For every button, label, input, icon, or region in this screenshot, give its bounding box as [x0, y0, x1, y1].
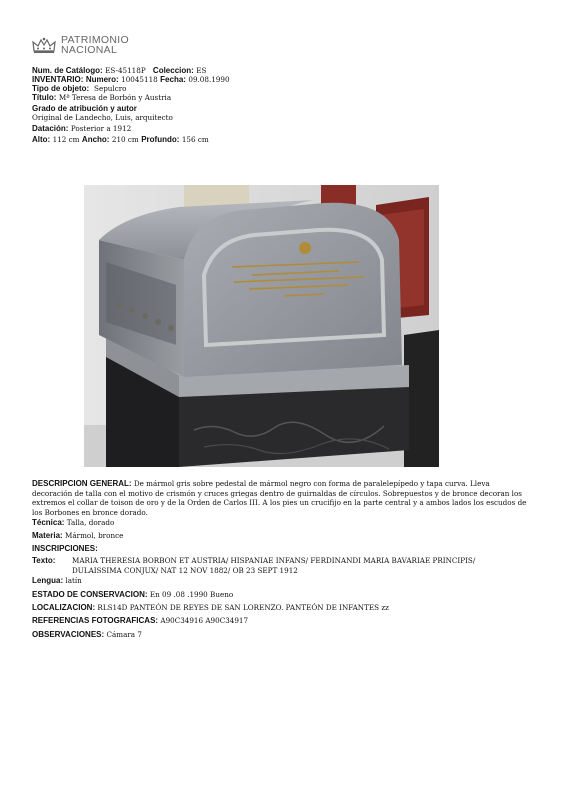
estado-label: ESTADO DE CONSERVACION:: [32, 590, 148, 599]
ancho-value: 210 cm: [111, 135, 139, 144]
titulo-label: Título:: [32, 93, 57, 102]
materia-label: Materia:: [32, 531, 63, 540]
numero-label: Numero:: [85, 75, 119, 84]
descripcion-label: DESCRIPCION GENERAL:: [32, 479, 132, 488]
referencias-row: [32, 616, 532, 626]
alto-value: 112 cm: [52, 135, 80, 144]
crown-icon: [31, 37, 57, 54]
referencias-label: REFERENCIAS FOTOGRAFICAS:: [32, 616, 159, 625]
logo-line-2: NACIONAL: [61, 44, 118, 56]
tecnica-row: [32, 518, 532, 528]
lengua-row: [32, 576, 532, 586]
coleccion-label: Coleccion:: [152, 66, 194, 75]
lengua-value: latín: [65, 576, 82, 585]
materia-value: Mármol, bronce: [64, 531, 124, 540]
coleccion-value: ES: [196, 66, 207, 75]
localizacion-value: RLS14D PANTEÓN DE REYES DE SAN LORENZO. PANTEÓN DE INFANTES zz: [97, 603, 389, 612]
titulo-row: [32, 93, 171, 103]
sarcophagus-photo: [84, 185, 439, 467]
inscripciones-label: INSCRIPCIONES:: [32, 544, 98, 553]
profundo-value: 156 cm: [181, 135, 209, 144]
texto-value: MARIA THERESIA BORBON ET AUSTRIA/ HISPANIAE INFANS/ FERDINANDI MARIA BAVARIAE PRINCIPIS/ DULAISSIMA CONJUX/ NAT 12 NOV 1882/ OB 23 SEPT 1912: [72, 556, 476, 575]
observaciones-label: OBSERVACIONES:: [32, 630, 105, 639]
localizacion-label: LOCALIZACION:: [32, 603, 96, 612]
descripcion-value: De mármol gris sobre pedestal de mármol negro con forma de paralelepípedo y tapa curva. Lleva decoración de talla con el motivo de crismón y cruces griegas dentro de guirnaldas de círculos. Sobrepuestos y de bronce decoran los extremos el collar de toison de oro y de la Orden de Carlos III. A los pies un crucifijo en la parte central y a ambos lados los escudos de los Borbones en bronce dorado.: [32, 479, 527, 517]
descripcion-block: [32, 479, 532, 517]
estado-row: [32, 590, 532, 600]
dimensions-row: [32, 135, 209, 145]
texto-row: [32, 556, 532, 575]
referencias-value: A90C34916 A90C34917: [160, 616, 249, 625]
texto-label: Texto:: [32, 556, 56, 565]
titulo-value: Mª Teresa de Borbón y Austria: [58, 93, 172, 102]
fecha-label: Fecha:: [160, 75, 186, 84]
observaciones-row: [32, 630, 532, 640]
tipo-label: Tipo de objeto:: [32, 84, 90, 93]
observaciones-value: Cámara 7: [106, 630, 142, 639]
logo-line-1: PATRIMONIO: [61, 34, 129, 46]
catalog-value: ES-45118P: [105, 66, 146, 75]
grado-label: Grado de atribución y autor: [32, 104, 137, 113]
fecha-value: 09.08.1990: [188, 75, 230, 84]
tecnica-value: Talla, dorado: [66, 518, 115, 527]
datacion-row: [32, 124, 131, 134]
grado-value: Original de Landecho, Luis, arquitecto: [32, 113, 173, 122]
localizacion-row: [32, 603, 532, 613]
inscripciones-row: [32, 544, 532, 554]
materia-row: [32, 531, 532, 541]
grado-value-row: [32, 113, 173, 123]
ancho-label: Ancho:: [81, 135, 110, 144]
patrimonio-nacional-logo: [31, 35, 129, 55]
inventario-label: INVENTARIO:: [32, 75, 84, 84]
tipo-value: Sepulcro: [94, 84, 127, 93]
profundo-label: Profundo:: [141, 135, 180, 144]
tecnica-label: Técnica:: [32, 518, 65, 527]
alto-label: Alto:: [32, 135, 51, 144]
catalog-label: Num. de Catálogo:: [32, 66, 103, 75]
lengua-label: Lengua:: [32, 576, 64, 585]
datacion-label: Datación:: [32, 124, 69, 133]
estado-value: En 09 .08 .1990 Bueno: [149, 590, 234, 599]
numero-value: 10045118: [121, 75, 158, 84]
datacion-value: Posterior a 1912: [70, 124, 132, 133]
